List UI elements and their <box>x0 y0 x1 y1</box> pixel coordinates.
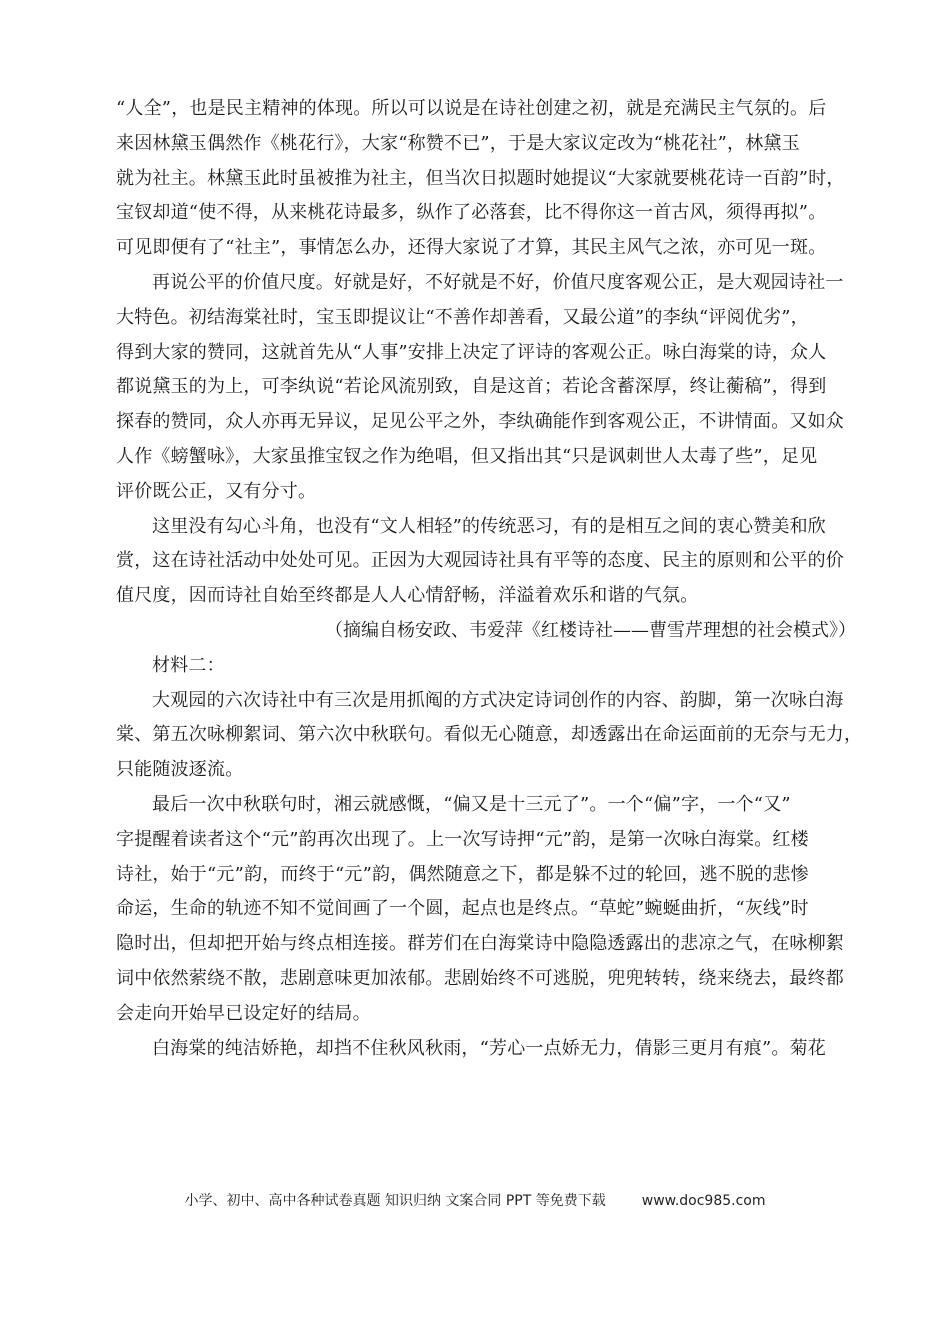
text-line: 值尺度，因而诗社自始至终都是人人心情舒畅，洋溢着欢乐和谐的气氛。 <box>116 585 699 607</box>
paragraph <box>116 788 856 1032</box>
paragraph <box>116 92 856 266</box>
text-line: 得到大家的赞同，这就首先从“人事”安排上决定了评诗的客观公正。咏白海棠的诗，众人 <box>116 341 827 363</box>
text-line: 棠、第五次咏柳絮词、第六次中秋联句。看似无心随意，却透露出在命运面前的无奈与无力， <box>116 724 863 746</box>
text-line: 宝钗却道“使不得，从来桃花诗最多，纵作了必落套，比不得你这一首古风，须得再拟”。 <box>116 202 827 224</box>
paragraph <box>116 266 856 510</box>
text-line: 这里没有勾心斗角，也没有“文人相轻”的传统恶习，有的是相互之间的衷心赞美和欣 <box>152 515 827 537</box>
text-line: 词中依然萦绕不散，悲剧意味更加浓郁。悲剧始终不可逃脱，兜兜转转，绕来绕去，最终都 <box>116 967 844 989</box>
footer-url[interactable]: www.doc985.com <box>641 1193 766 1209</box>
text-line: 只能随波逐流。 <box>116 759 244 781</box>
text-line: 评价既公正，又有分寸。 <box>116 480 317 502</box>
text-line: 大观园的六次诗社中有三次是用抓阄的方式决定诗词创作的内容、韵脚，第一次咏白海 <box>152 689 844 711</box>
text-line: 人作《螃蟹咏》，大家虽推宝钗之作为绝唱，但又指出其“只是讽刺世人太毒了些”，足见 <box>116 445 818 467</box>
text-line: 来因林黛玉偶然作《桃花行》，大家“称赞不已”，于是大家议定改为“桃花社”，林黛玉 <box>116 132 800 154</box>
text-line: 可见即便有了“社主”，事情怎么办，还得大家说了才算，其民主风气之浓，亦可见一斑。 <box>116 237 827 259</box>
paragraph <box>116 510 856 614</box>
text-line: 诗社，始于“元”韵，而终于“元”韵，偶然随意之下，都是躲不过的轮回，逃不脱的悲惨 <box>116 863 809 885</box>
text-line: 字提醒着读者这个“元”韵再次出现了。上一次写诗押“元”韵，是第一次咏白海棠。红楼 <box>116 828 809 850</box>
source-citation: （摘编自杨安政、韦爱萍《红楼诗社——曹雪芹理想的社会模式》） <box>325 619 856 641</box>
text-line: 大特色。初结海棠社时，宝玉即提议让“不善作却善看，又最公道”的李纨“评阅优劣”， <box>116 306 809 328</box>
text-line: 再说公平的价值尺度。好就是好，不好就是不好，价值尺度客观公正，是大观园诗社一 <box>152 271 844 293</box>
text-line: 探春的赞同，众人亦再无异议，足见公平之外，李纨确能作到客观公正，不讲情面。又如众 <box>116 411 844 433</box>
page-footer <box>0 1190 950 1210</box>
text-line: 就为社主。林黛玉此时虽被推为社主，但当次日拟题时她提议“大家就要桃花诗一百韵”时， <box>116 167 845 189</box>
paragraph <box>116 684 863 788</box>
footer-text: 小学、初中、高中各种试卷真题 知识归纳 文案合同 PPT 等免费下载 <box>184 1193 606 1209</box>
text-line: 会走向开始早已设定好的结局。 <box>116 1002 371 1024</box>
paragraph <box>116 1032 856 1067</box>
document-body <box>116 92 863 1066</box>
text-line: “人全”，也是民主精神的体现。所以可以说是在诗社创建之初，就是充满民主气氛的。后 <box>116 98 827 119</box>
text-line: 最后一次中秋联句时，湘云就感慨，“偏又是十三元了”。一个“偏”字，一个“又” <box>152 793 791 815</box>
text-line: 都说黛玉的为上，可李纨说“若论风流别致，自是这首；若论含蓄深厚，终让蘅稿”，得到 <box>116 376 827 398</box>
text-line: 白海棠的纯洁娇艳，却挡不住秋风秋雨，“芳心一点娇无力，倩影三更月有痕”。菊花 <box>152 1037 827 1059</box>
section-label <box>116 649 856 684</box>
text-line: 赏，这在诗社活动中处处可见。正因为大观园诗社具有平等的态度、民主的原则和公平的价 <box>116 550 844 572</box>
text-line: 隐时出，但却把开始与终点相连接。群芳们在白海棠诗中隐隐透露出的悲凉之气，在咏柳絮 <box>116 933 844 955</box>
material-two-label: 材料二： <box>152 654 225 676</box>
text-line: 命运，生命的轨迹不知不觉间画了一个圆，起点也是终点。“草蛇”蜿蜒曲折，“灰线”时 <box>116 898 809 920</box>
